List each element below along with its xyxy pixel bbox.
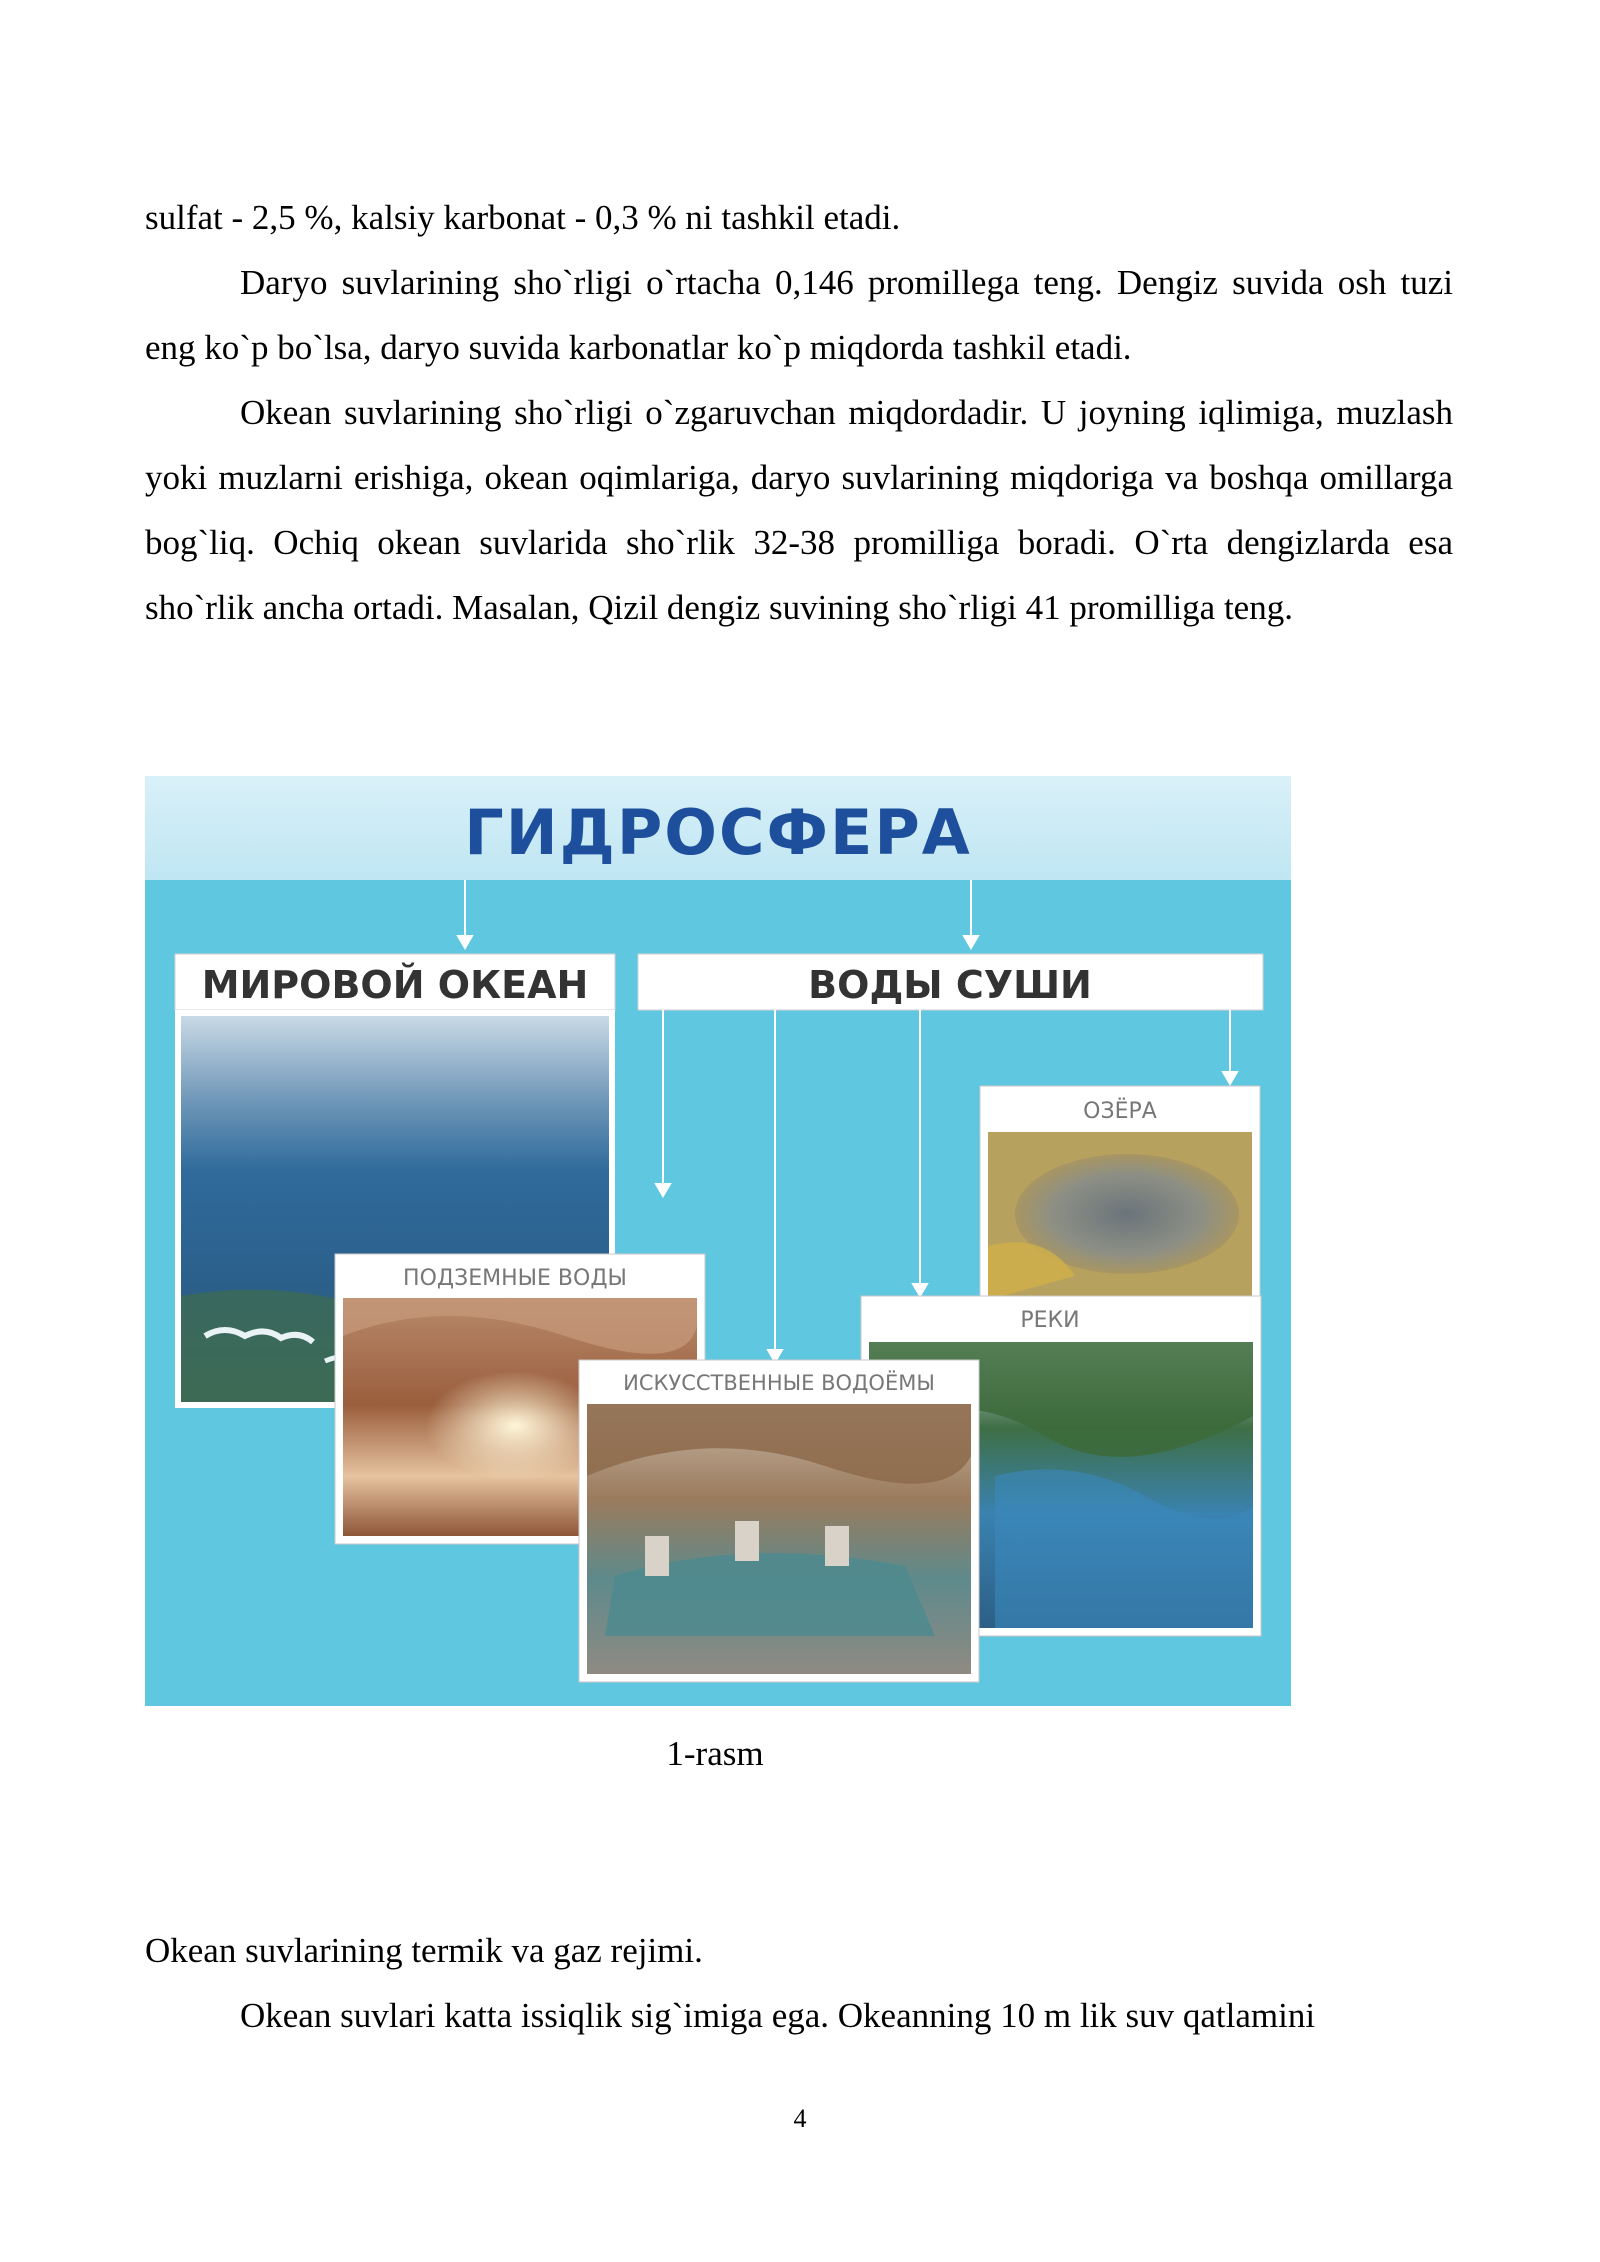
figure-title: ГИДРОСФЕРА [464,796,972,869]
rivers-label: РЕКИ [1020,1308,1080,1333]
paragraph-1: sulfat - 2,5 %, kalsiy karbonat - 0,3 % ni tashkil etadi. [145,198,901,237]
reservoirs-label: ИСКУССТВЕННЫЕ ВОДОЁМЫ [623,1371,935,1395]
section-heading: Okean suvlarining termik va gaz rejimi. [145,1931,703,1970]
lakes-card [980,1086,1260,1308]
groundwater-label: ПОДЗЕМНЫЕ ВОДЫ [403,1266,627,1291]
world-ocean-label: МИРОВОЙ ОКЕАН [201,963,589,1007]
hydrosphere-figure [145,776,1291,1706]
top-text [145,185,1453,640]
land-waters-label: ВОДЫ СУШИ [808,963,1092,1007]
paragraph-2: Daryo suvlarining sho`rligi o`rtacha 0,146 promillega teng. Dengiz suvida osh tuzi eng ko`p bo`lsa, daryo suvida karbonatlar ko`p miqdorda tashkil etadi. [145,263,1453,367]
reservoirs-card [579,1360,979,1682]
paragraph-4: Okean suvlari katta issiqlik sig`imiga ega. Okeanning 10 m lik suv qatlamini [240,1996,1316,2035]
figure-caption: 1-rasm [666,1734,764,1773]
page-number: 4 [793,2104,807,2133]
paragraph-3: Okean suvlarining sho`rligi o`zgaruvchan miqdordadir. U joyning iqlimiga, muzlash yoki muzlarni erishiga, okean oqimlariga, daryo suvlarining miqdoriga va boshqa omillarga bog`liq. Ochiq okean suvlarida sho`rlik 32-38 promilliga boradi. O`rta dengizlarda esa sho`rlik ancha ortadi. Masalan, Qizil dengiz suvining sho`rligi 41 promilliga teng. [145,393,1453,627]
bottom-text [145,1918,1453,2048]
lakes-label: ОЗЁРА [1083,1099,1157,1124]
